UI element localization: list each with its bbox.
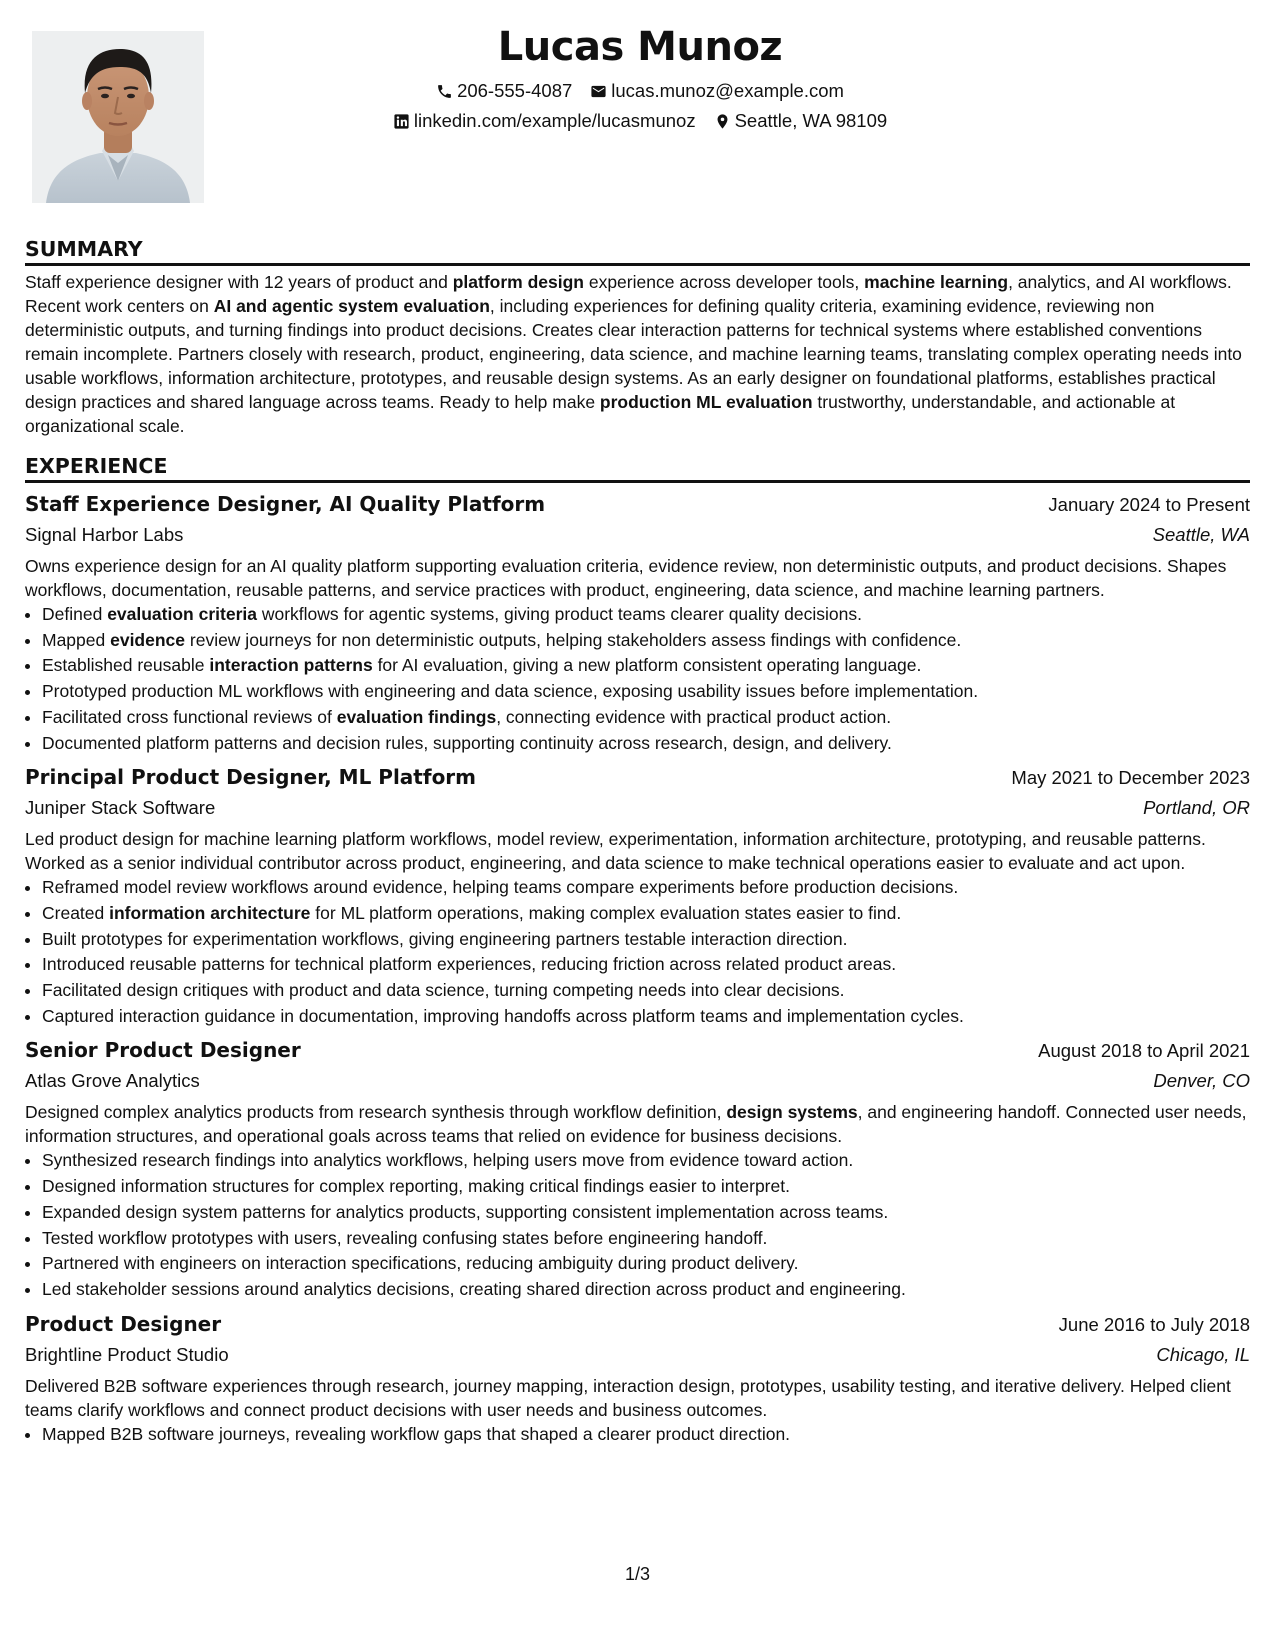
achievement-item [42, 1251, 1250, 1277]
achievement-list [25, 1422, 1250, 1448]
job-title-row [25, 1309, 1250, 1340]
job-title: Product Designer [25, 1311, 222, 1336]
job-location: Denver, CO [1153, 1070, 1250, 1092]
emphasized-text: design systems [726, 1102, 858, 1123]
text-run: , analytics, and AI workflows. Recent work centers on [25, 272, 1232, 316]
achievement-item [42, 731, 1250, 757]
job-title-row [25, 762, 1250, 793]
experience-entry [25, 489, 1250, 756]
experience-heading: EXPERIENCE [25, 453, 1250, 483]
text-run: for AI evaluation, giving a new platform consistent operating language. [372, 655, 922, 676]
experience-list [25, 489, 1250, 1447]
achievement-item [42, 679, 1250, 705]
experience-entry [25, 1309, 1250, 1448]
job-dates: January 2024 to Present [1048, 494, 1250, 515]
text-run: Tested workflow prototypes with users, revealing confusing states before engineering handoff. [42, 1227, 768, 1248]
text-run: Designed information structures for complex reporting, making critical findings easier to interpret. [42, 1176, 790, 1197]
achievement-list [25, 875, 1250, 1029]
profile-photo [32, 31, 204, 203]
job-description [25, 1100, 1250, 1148]
contact-row-secondary [260, 106, 1020, 136]
text-run: Owns experience design for an AI quality platform supporting evaluation criteria, evidence review, non deterministic outputs, and product decisions. Shapes workflows, documentation, reusable patterns, and service practices with product, engineering, data science, and machine learning partners. [25, 556, 1227, 600]
text-run: Prototyped production ML workflows with engineering and data science, exposing usability issues before implementation. [42, 681, 979, 702]
text-run: , connecting evidence with practical product action. [496, 706, 892, 727]
location-contact [714, 106, 888, 136]
emphasized-text: evidence [110, 629, 186, 650]
text-run: Documented platform patterns and decision rules, supporting continuity across research, design, and delivery. [42, 732, 892, 753]
summary-heading: SUMMARY [25, 236, 1250, 266]
achievement-list [25, 602, 1250, 756]
job-dates: May 2021 to December 2023 [1011, 767, 1250, 789]
achievement-item [42, 927, 1250, 953]
text-run: for ML platform operations, making complex evaluation states easier to find. [310, 902, 902, 923]
text-run: Introduced reusable patterns for technical platform experiences, reducing friction across related product areas. [42, 954, 897, 975]
job-description [25, 1374, 1250, 1422]
job-title: Principal Product Designer, ML Platform [25, 765, 477, 790]
job-title: Senior Product Designer [25, 1038, 301, 1063]
text-run: workflows for agentic systems, giving product teams clearer quality decisions. [256, 604, 862, 624]
text-run: , including experiences for defining quality criteria, examining evidence, reviewing non deterministic outputs, and turning findings into product decisions. Creates clear interaction patterns for technical systems where established conventions remain incomplete. Partners closely with research, product, engineering, data science, and machine learning teams, translating complex operating needs into usable workflows, information architecture, prototypes, and reusable design systems. As an early designer on foundational platforms, establishes practical design practices and shared language across teams. Ready to help make [25, 296, 1242, 412]
phone-contact [436, 76, 572, 106]
text-run: Led product design for machine learning platform workflows, model review, experimentation, information architecture, prototyping, and reusable patterns. Worked as a senior individual contributor across product, engineering, and data science to make technical operations easier to evaluate and act upon. [25, 829, 1206, 874]
contact-row-primary [260, 76, 1020, 106]
experience-entry [25, 762, 1250, 1029]
company-row [25, 1340, 1250, 1370]
company-name: Signal Harbor Labs [25, 524, 184, 545]
text-run: Created [42, 902, 110, 923]
text-run: experience across developer tools, [583, 272, 865, 292]
achievement-item [42, 628, 1250, 654]
achievement-item [42, 653, 1250, 679]
achievement-item [42, 1200, 1250, 1226]
job-dates: August 2018 to April 2021 [1038, 1040, 1250, 1062]
map-pin-icon [714, 113, 731, 130]
achievement-item [42, 901, 1250, 927]
text-run: Partnered with engineers on interaction specifications, reducing ambiguity during product delivery. [42, 1253, 799, 1274]
text-run: Established reusable [42, 655, 210, 676]
text-run: Expanded design system patterns for analytics products, supporting consistent implementation across teams. [42, 1201, 889, 1222]
envelope-icon [590, 83, 607, 100]
company-name: Brightline Product Studio [25, 1343, 229, 1365]
achievement-item [42, 1174, 1250, 1200]
experience-entry [25, 1035, 1250, 1302]
text-run: review journeys for non deterministic outputs, helping stakeholders assess findings with confidence. [185, 629, 962, 650]
candidate-name: Lucas Munoz [497, 24, 783, 70]
text-run: Delivered B2B software experiences through research, journey mapping, interaction design, prototypes, usability testing, and iterative delivery. Helped client teams clarify workflows and connect product decisions with user needs and business outcomes. [25, 1375, 1231, 1420]
emphasized-text: production ML evaluation [599, 392, 813, 412]
experience-section [25, 453, 1250, 1447]
achievement-item [42, 705, 1250, 731]
job-location: Chicago, IL [1156, 1343, 1250, 1365]
achievement-list [25, 1148, 1250, 1302]
achievement-item [42, 978, 1250, 1004]
email-contact[interactable] [590, 76, 844, 106]
job-title-row [25, 1035, 1250, 1066]
text-run: Facilitated cross functional reviews of [42, 706, 337, 727]
job-location: Portland, OR [1143, 797, 1250, 819]
emphasized-text: evaluation criteria [107, 604, 257, 624]
emphasized-text: platform design [452, 272, 584, 292]
company-row [25, 1066, 1250, 1096]
phone-number: 206-555-4087 [457, 80, 573, 101]
achievement-item [42, 602, 1250, 628]
achievement-item [42, 1422, 1250, 1448]
emphasized-text: machine learning [864, 272, 1009, 292]
company-row [25, 793, 1250, 823]
page-number: 1/3 [624, 1564, 651, 1584]
text-run: Reframed model review workflows around evidence, helping teams compare experiments before production decisions. [42, 877, 959, 898]
linkedin-icon [393, 113, 410, 130]
achievement-item [42, 1226, 1250, 1252]
text-run: Facilitated design critiques with product and data science, turning competing needs into clear decisions. [42, 980, 845, 1001]
text-run: Synthesized research findings into analytics workflows, helping users move from evidence toward action. [42, 1150, 854, 1171]
summary-section [25, 236, 1250, 438]
summary-paragraph [25, 270, 1250, 438]
job-title-row [25, 489, 1250, 520]
job-description [25, 827, 1250, 875]
emphasized-text: evaluation findings [336, 706, 497, 727]
email-address[interactable]: lucas.munoz@example.com [611, 80, 844, 101]
job-description [25, 554, 1250, 602]
text-run: Staff experience designer with 12 years of product and [25, 272, 453, 292]
job-location: Seattle, WA [1152, 524, 1250, 545]
text-run: Built prototypes for experimentation workflows, giving engineering partners testable interaction direction. [42, 928, 848, 949]
company-name: Juniper Stack Software [25, 797, 216, 819]
text-run: Designed complex analytics products from research synthesis through workflow definition, [25, 1102, 727, 1123]
person-portrait-illustration [32, 31, 204, 203]
resume-header [260, 18, 1020, 136]
emphasized-text: interaction patterns [209, 655, 373, 676]
achievement-item [42, 875, 1250, 901]
linkedin-url[interactable]: linkedin.com/example/lucasmunoz [413, 110, 696, 131]
job-dates: June 2016 to July 2018 [1058, 1313, 1250, 1335]
achievement-item [42, 1277, 1250, 1303]
achievement-item [42, 952, 1250, 978]
phone-icon [436, 83, 453, 100]
company-name: Atlas Grove Analytics [25, 1070, 200, 1092]
linkedin-contact[interactable] [393, 106, 696, 136]
resume-body [25, 236, 1250, 1447]
location-text: Seattle, WA 98109 [734, 110, 888, 131]
text-run: Led stakeholder sessions around analytics decisions, creating shared direction across product and engineering. [42, 1278, 906, 1299]
emphasized-text: information architecture [109, 902, 311, 923]
text-run: , and engineering handoff. Connected user needs, information structures, and operational goals across teams that relied on evidence for business decisions. [25, 1102, 1247, 1147]
text-run: Mapped [42, 629, 111, 650]
job-title: Staff Experience Designer, AI Quality Platform [25, 492, 546, 516]
text-run: Defined [42, 604, 108, 624]
text-run: Captured interaction guidance in documentation, improving handoffs across platform teams and implementation cycles. [42, 1005, 964, 1026]
text-run: trustworthy, understandable, and actionable at organizational scale. [25, 392, 1176, 436]
achievement-item [42, 1148, 1250, 1174]
company-row [25, 520, 1250, 550]
achievement-item [42, 1004, 1250, 1030]
emphasized-text: AI and agentic system evaluation [213, 296, 490, 316]
text-run: Mapped B2B software journeys, revealing workflow gaps that shaped a clearer product direction. [42, 1423, 791, 1444]
